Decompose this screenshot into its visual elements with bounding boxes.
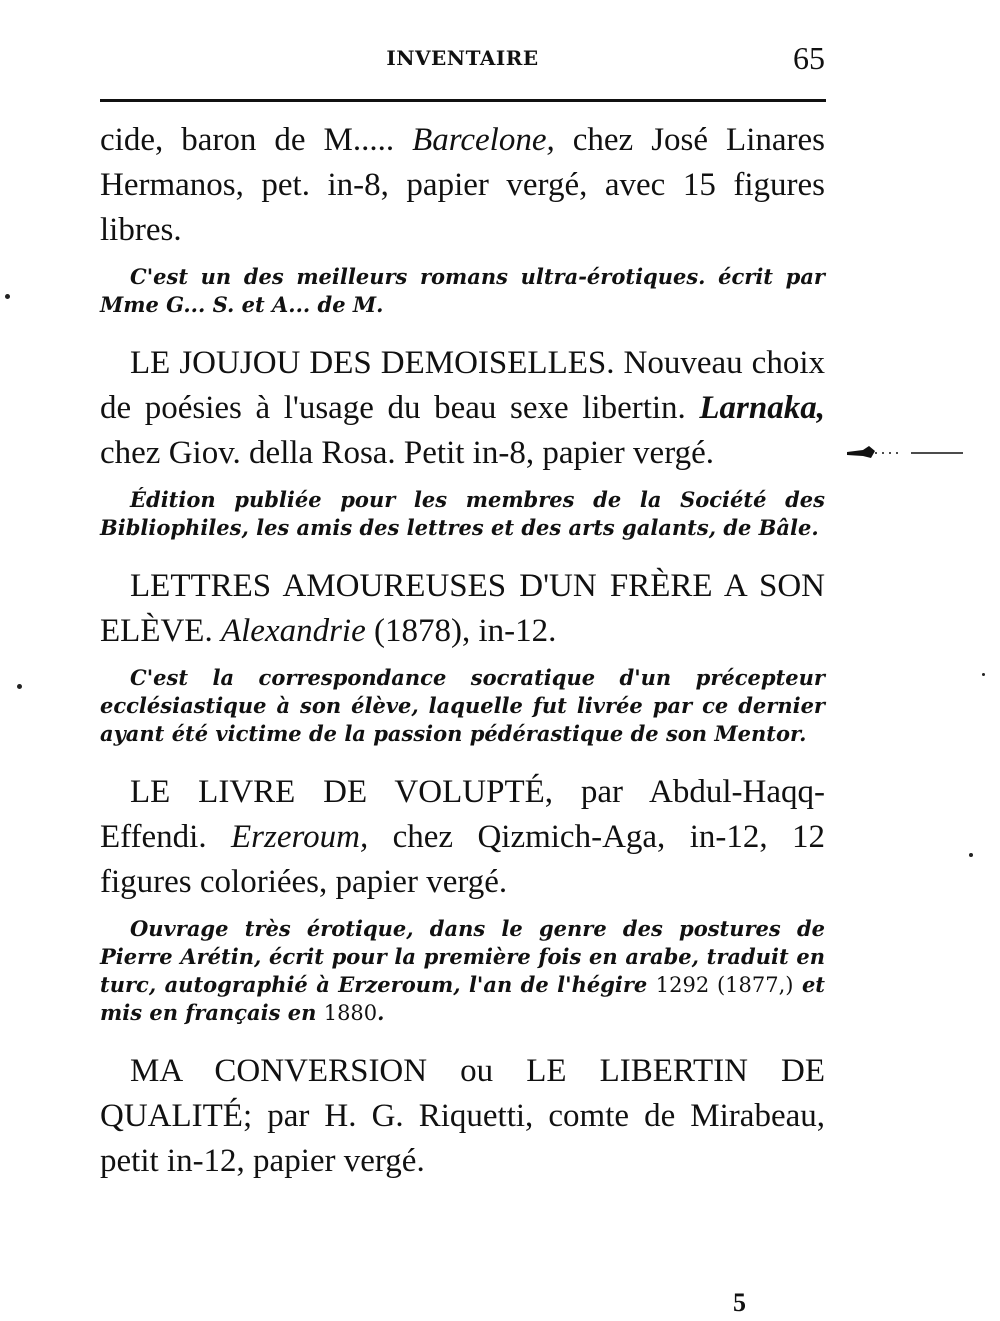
note-text: . — [377, 1000, 385, 1025]
entry-place: Barcelone, — [412, 122, 555, 158]
note-date: 1880 — [323, 1001, 378, 1025]
entry-title — [100, 564, 825, 654]
entry-note: C'est un des meilleurs romans ultra-érotiques. écrit par Mme G... S. et A... de M. — [100, 264, 825, 317]
entry-text: chez Giov. della Rosa. Petit in-8, papier vergé. — [100, 435, 714, 471]
note-date: 1292 (1877,) — [655, 973, 794, 997]
entry-note: C'est la correspondance socratique d'un précepteur ecclésiastique à son élève, laquelle fut livrée par ce dernier ayant été victime de la passion pédérastique de son Mentor. — [100, 665, 825, 746]
note-text: Ouvrage très érotique, dans le genre des postures de Pierre Arétin, écrit pour la première fois en arabe, traduit en turc, autographié à Erzeroum, l'an de l'hégire — [100, 916, 825, 997]
running-head — [100, 38, 825, 82]
entry-place: Alexandrie — [220, 613, 366, 649]
entry-continuation — [100, 118, 825, 253]
entry-title — [100, 341, 825, 476]
page-number: 65 — [793, 40, 825, 76]
entry-text: (1878), in-12. — [365, 613, 557, 649]
signature-mark: 5 — [733, 1288, 746, 1317]
entry-text: chez José Linares Hermanos, pet. in-8, papier vergé, avec 15 figures libres. — [100, 122, 825, 248]
entry-title — [100, 770, 825, 905]
entry-note: Édition publiée pour les membres de la Société des Bibliophiles, les amis des lettres et des arts galants, de Bâle. — [100, 487, 825, 540]
scan-speck — [5, 294, 10, 299]
entry-title: MA CONVERSION ou LE LIBERTIN DE QUALITÉ; par H. G. Riquetti, comte de Mirabeau, petit in-12, papier vergé. — [100, 1053, 825, 1179]
entry-text: chez Qizmich-Aga, in-12, 12 figures coloriées, papier vergé. — [100, 819, 826, 900]
entry-text: LE JOUJOU DES DEMOISELLES. Nouveau choix de poésies à l'usage du beau sexe libertin. — [100, 345, 825, 426]
entry-place: Larnaka, — [699, 390, 825, 426]
scan-speck — [969, 853, 973, 857]
text-block — [100, 118, 825, 1184]
note-text: et mis en français en — [100, 972, 826, 1025]
entry-place: Erzeroum, — [231, 819, 369, 855]
entry-text: cide, baron de M..... — [100, 122, 413, 158]
header-rule — [100, 99, 826, 102]
entry-text: LETTRES AMOUREUSES D'UN FRÈRE A SON ELÈVE. — [100, 568, 825, 649]
scan-speck — [982, 673, 985, 676]
scan-speck — [17, 684, 22, 689]
entry-text: LE LIVRE DE VOLUPTÉ, par Abdul-Haqq-Effendi. — [100, 774, 825, 855]
pointing-hand-icon — [845, 438, 965, 468]
entry-note — [100, 915, 825, 1027]
running-title: INVENTAIRE — [386, 46, 539, 70]
